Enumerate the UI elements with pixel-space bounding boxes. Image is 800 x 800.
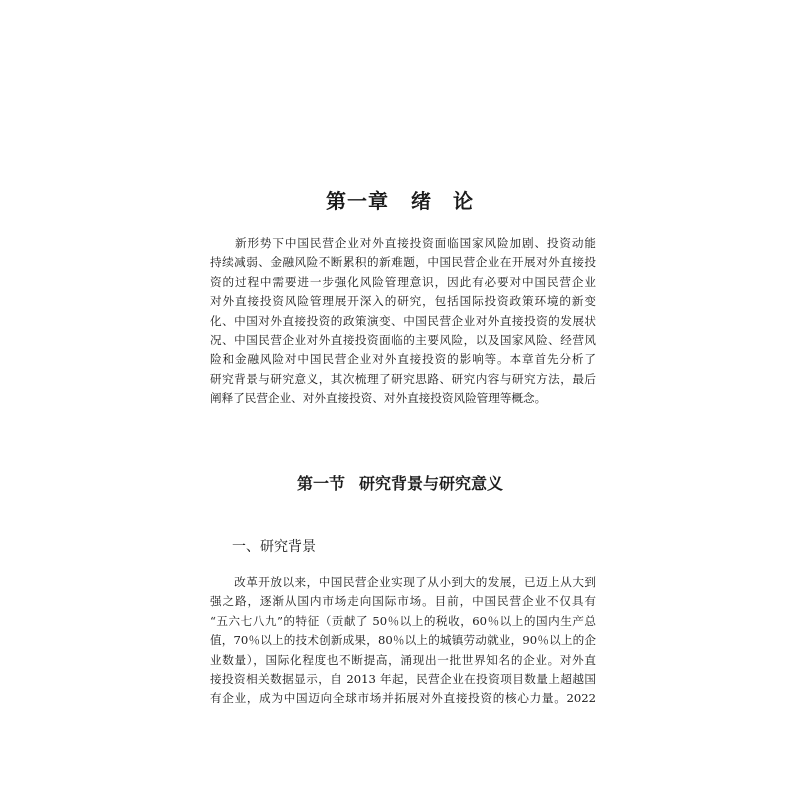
chapter-name: 绪 论: [411, 189, 474, 213]
research-background-paragraph: [210, 573, 596, 709]
text-line: 资的过程中需要进一步强化风险管理意识，因此有必要对中国民营企业: [210, 274, 596, 289]
text-line: 强之路，逐渐从国内市场走向国际市场。目前，中国民营企业不仅具有: [210, 594, 596, 609]
text-line: 新形势下中国民营企业对外直接投资面临国家风险加剧、投资动能: [210, 236, 596, 250]
text-line: 险和金融风险对中国民营企业对外直接投资的影响等。本章首先分析了: [210, 352, 596, 367]
text-line: 况、中国民营企业对外直接投资面临的主要风险，以及国家风险、经营风: [210, 333, 596, 348]
text-line: “五六七八九”的特征（贡献了 50％以上的税收，60％以上的国内生产总: [210, 613, 596, 628]
section-title: [0, 471, 800, 494]
text-line: 改革开放以来，中国民营企业实现了从小到大的发展，已迈上从大到: [210, 575, 596, 589]
text-line: 对外直接投资风险管理展开深入的研究，包括国际投资政策环境的新变: [210, 294, 596, 309]
section-number: 第一节: [296, 474, 345, 493]
subsection-heading: 一、研究背景: [232, 539, 316, 555]
text-line: 有企业，成为中国迈向全球市场并拓展对外直接投资的核心力量。2022: [210, 691, 596, 706]
chapter-number: 第一章: [326, 189, 389, 213]
text-line: 值，70％以上的技术创新成果，80％以上的城镇劳动就业，90％以上的企: [210, 633, 596, 648]
chapter-intro-paragraph: [210, 234, 596, 409]
text-line: 研究背景与研究意义，其次梳理了研究思路、研究内容与研究方法，最后: [210, 371, 596, 386]
text-line: 持续减弱、金融风险不断累积的新难题，中国民营企业在开展对外直接投: [210, 255, 596, 270]
text-line: 阐释了民营企业、对外直接投资、对外直接投资风险管理等概念。: [210, 391, 547, 406]
text-line: 接投资相关数据显示，自 2013 年起，民营企业在投资项目数量上超越国: [210, 672, 596, 687]
chapter-title: [0, 185, 800, 214]
text-line: 化、中国对外直接投资的政策演变、中国民营企业对外直接投资的发展状: [210, 313, 596, 328]
text-line: 业数量），国际化程度也不断提高，涌现出一批世界知名的企业。对外直: [210, 652, 596, 667]
section-name: 研究背景与研究意义: [359, 474, 504, 493]
